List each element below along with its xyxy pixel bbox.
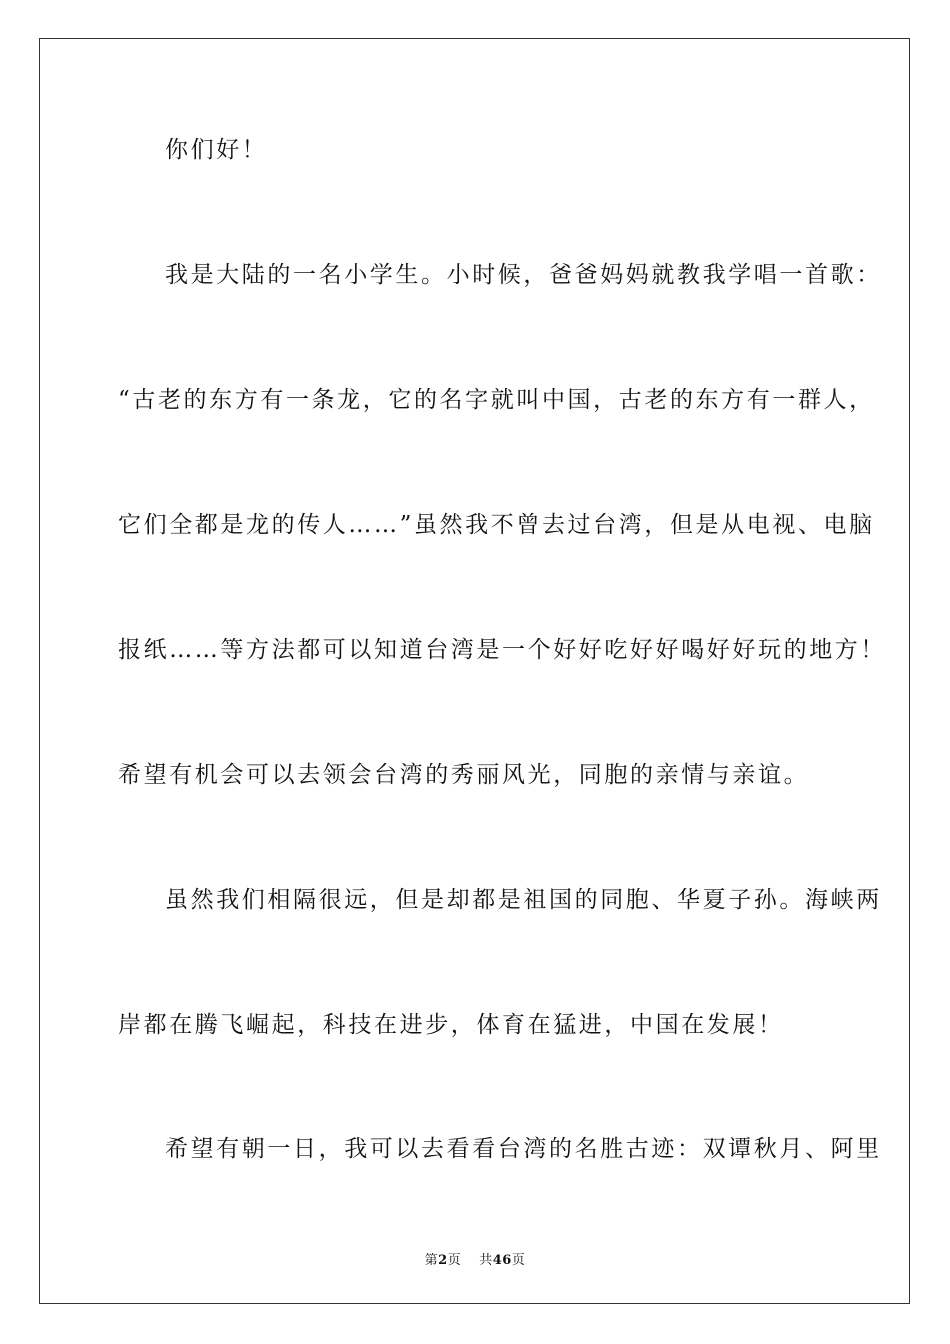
total-label-suffix: 页 xyxy=(511,1253,526,1268)
total-label-prefix: 共 xyxy=(479,1253,493,1268)
text-line: 希望有机会可以去领会台湾的秀丽风光，同胞的亲情与亲谊。 xyxy=(118,762,810,788)
text-line-paragraph-3-start: 希望有朝一日，我可以去看看台湾的名胜古迹：双谭秋月、阿里 xyxy=(165,1136,882,1162)
page-label-prefix: 第 xyxy=(424,1253,439,1268)
text-line-paragraph-1-start: 我是大陆的一名小学生。小时候，爸爸妈妈就教我学唱一首歌： xyxy=(165,262,882,288)
current-page-number: 2 xyxy=(438,1253,448,1268)
page-label-suffix: 页 xyxy=(447,1253,462,1268)
text-line: 它们全都是龙的传人……”虽然我不曾去过台湾，但是从电视、电脑 xyxy=(118,512,875,538)
total-page-count: 46 xyxy=(492,1253,512,1268)
text-line-paragraph-2-start: 虽然我们相隔很远，但是却都是祖国的同胞、华夏子孙。海峡两 xyxy=(165,887,882,913)
page-footer xyxy=(0,1249,950,1268)
text-line: “古老的东方有一条龙，它的名字就叫中国，古老的东方有一群人， xyxy=(118,387,875,413)
text-line-greeting: 你们好！ xyxy=(165,137,268,163)
text-line: 报纸……等方法都可以知道台湾是一个好好吃好好喝好好玩的地方！ xyxy=(118,637,886,663)
text-line: 岸都在腾飞崛起，科技在进步，体育在猛进，中国在发展！ xyxy=(118,1012,784,1038)
page-border xyxy=(39,38,910,1304)
